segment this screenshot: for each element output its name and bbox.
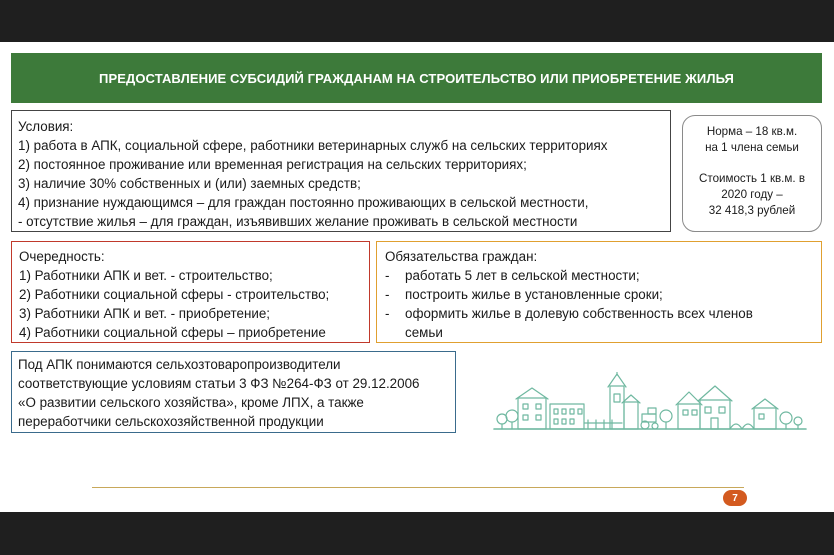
cost-line: Стоимость 1 кв.м. в <box>699 172 805 185</box>
queue-item: 1) Работники АПК и вет. - строительство; <box>19 268 273 283</box>
queue-heading: Очередность: <box>19 249 105 264</box>
conditions-heading: Условия: <box>18 119 74 134</box>
norm-box <box>682 115 822 232</box>
condition-item: 1) работа в АПК, социальной сфере, работники ветеринарных служб на сельских территориях <box>18 138 608 153</box>
bullet-dash: - <box>385 268 390 283</box>
queue-item: 3) Работники АПК и вет. - приобретение; <box>19 306 271 321</box>
bullet-dash: - <box>385 306 390 321</box>
apk-line: Под АПК понимаются сельхозтоваропроизводители <box>18 357 341 372</box>
condition-item: 4) признание нуждающимся – для граждан постоянно проживающих в сельской местности, <box>18 195 589 210</box>
slide <box>0 42 834 512</box>
obligation-text: работать 5 лет в сельской местности; <box>405 268 640 283</box>
conditions-box <box>11 110 671 232</box>
obligation-item <box>385 285 821 304</box>
obligation-item <box>385 266 821 285</box>
cost-line: 2020 году – <box>721 188 783 201</box>
apk-line: соответствующие условиям статьи 3 ФЗ №264-ФЗ от 29.12.2006 <box>18 376 420 391</box>
village-illustration <box>492 372 808 432</box>
condition-item: 2) постоянное проживание или временная регистрация на сельских территориях; <box>18 157 527 172</box>
apk-definition-box <box>11 351 456 433</box>
obligations-heading: Обязательства граждан: <box>385 249 538 264</box>
queue-item: 2) Работники социальной сферы - строительство; <box>19 287 330 302</box>
queue-item: 4) Работники социальной сферы – приобретение <box>19 325 326 340</box>
condition-item: 3) наличие 30% собственных и (или) заемных средств; <box>18 176 361 191</box>
norm-line: на 1 члена семьи <box>705 141 799 154</box>
obligation-text: оформить жилье в долевую собственность всех членов семьи <box>405 306 753 340</box>
condition-item: - отсутствие жилья – для граждан, изъявивших желание проживать в сельской местности <box>18 214 578 229</box>
footer-divider <box>92 487 744 488</box>
bullet-dash: - <box>385 287 390 302</box>
title-banner <box>11 53 822 103</box>
apk-line: переработчики сельскохозяйственной продукции <box>18 414 324 429</box>
slide-title: ПРЕДОСТАВЛЕНИЕ СУБСИДИЙ ГРАЖДАНАМ НА СТРОИТЕЛЬСТВО ИЛИ ПРИОБРЕТЕНИЕ ЖИЛЬЯ <box>99 70 734 86</box>
queue-box <box>11 241 370 343</box>
cost-value: 32 418,3 рублей <box>708 204 796 217</box>
norm-line: Норма – 18 кв.м. <box>706 125 798 138</box>
obligation-item <box>385 304 821 342</box>
page-number-badge: 7 <box>723 490 747 506</box>
apk-line: «О развитии сельского хозяйства», кроме ЛПХ, а также <box>18 395 364 410</box>
obligations-box <box>376 241 822 343</box>
obligation-text: построить жилье в установленные сроки; <box>405 287 663 302</box>
